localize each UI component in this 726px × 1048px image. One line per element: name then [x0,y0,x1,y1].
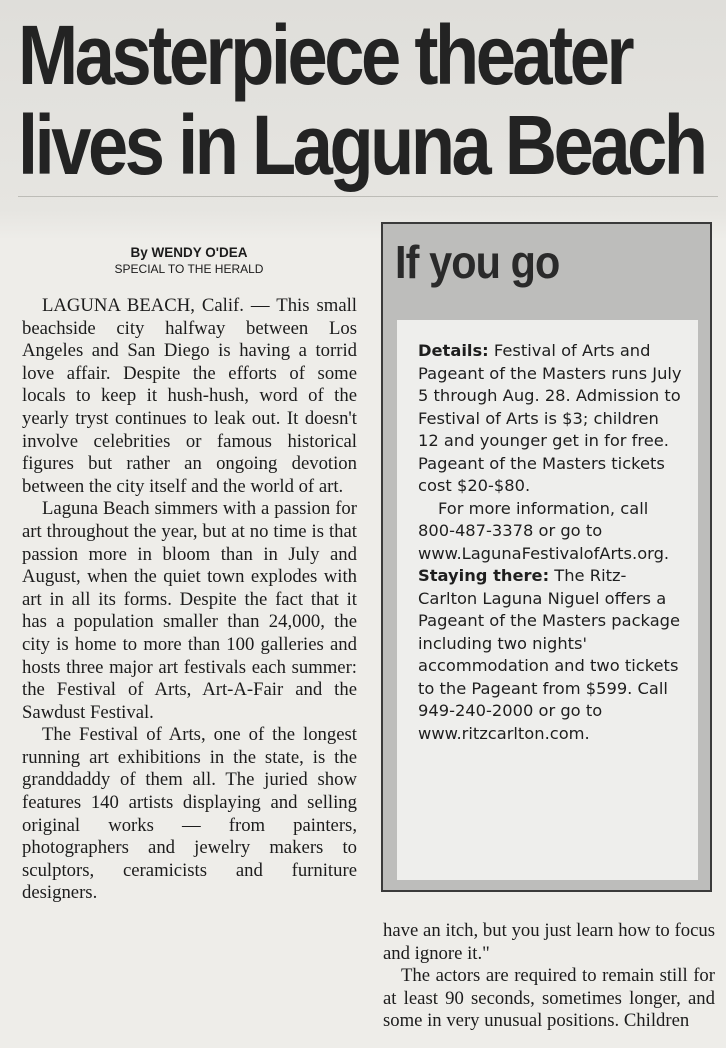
byline-affiliation: SPECIAL TO THE HERALD [114,262,264,276]
headline-rule [18,196,718,197]
sidebar-more-info: For more information, call 800-487-3378 or go to www.LagunaFestivalofArts.org. [418,498,670,563]
staying-label: Staying there: [418,566,550,585]
byline [20,244,358,278]
article-paragraph: The Festival of Arts, one of the longest running art exhibitions in the state, is the granddaddy of them all. The juried show features 140 artists displaying and selling original works — from painters, photographers and jewelry makers to sculptors, ceramicists and furniture designers. [22,724,357,904]
sidebar-details [418,340,684,498]
article-left-column [22,295,357,905]
article-paragraph: Laguna Beach simmers with a passion for art throughout the year, but at no time is that passion more in bloom than in July and August, when the quiet town explodes with art in all its forms. Despite the fact that it has a population smaller than 24,000, the city is home to more than 100 galleries and hosts three major art festivals each summer: the Festival of Arts, Art-A-Fair and the Sawdust Festival. [22,498,357,723]
headline-line-2: lives in Laguna Beach [18,98,705,192]
headline [18,8,705,192]
if-you-go-sidebar [381,222,712,892]
sidebar-staying [418,565,684,745]
article-continued-paragraph: The actors are required to remain still for at least 90 seconds, sometimes longer, and some in very unusual positions. Children [383,965,715,1032]
headline-line-1: Masterpiece theater [18,8,632,102]
article-continued-paragraph: have an itch, but you just learn how to focus and ignore it." [383,920,715,964]
details-label: Details: [418,341,489,360]
sidebar-title: If you go [395,236,560,288]
byline-author: By WENDY O'DEA [130,245,248,260]
article-paragraph: LAGUNA BEACH, Calif. — This small beachside city halfway between Los Angeles and San Diego is having a torrid love affair. Despite the efforts of some locals to keep it hush-hush, word of the yearly tryst continues to leak out. It doesn't involve celebrities or famous historical figures but rather an ongoing devotion between the city itself and the world of art. [22,295,357,497]
article-right-column [383,920,715,1033]
staying-text: The Ritz-Carlton Laguna Niguel offers a Pageant of the Masters package including two nights' accommodation and two tickets to the Pageant from $599. Call 949-240-2000 or go to www.ritzcarlton.com. [418,566,681,743]
details-text: Festival of Arts and Pageant of the Masters runs July 5 through Aug. 28. Admission to Festival of Arts is $3; children 12 and younger get in for free. Pageant of the Masters tickets cost $20-$80. [418,341,682,495]
sidebar-body [397,320,698,880]
